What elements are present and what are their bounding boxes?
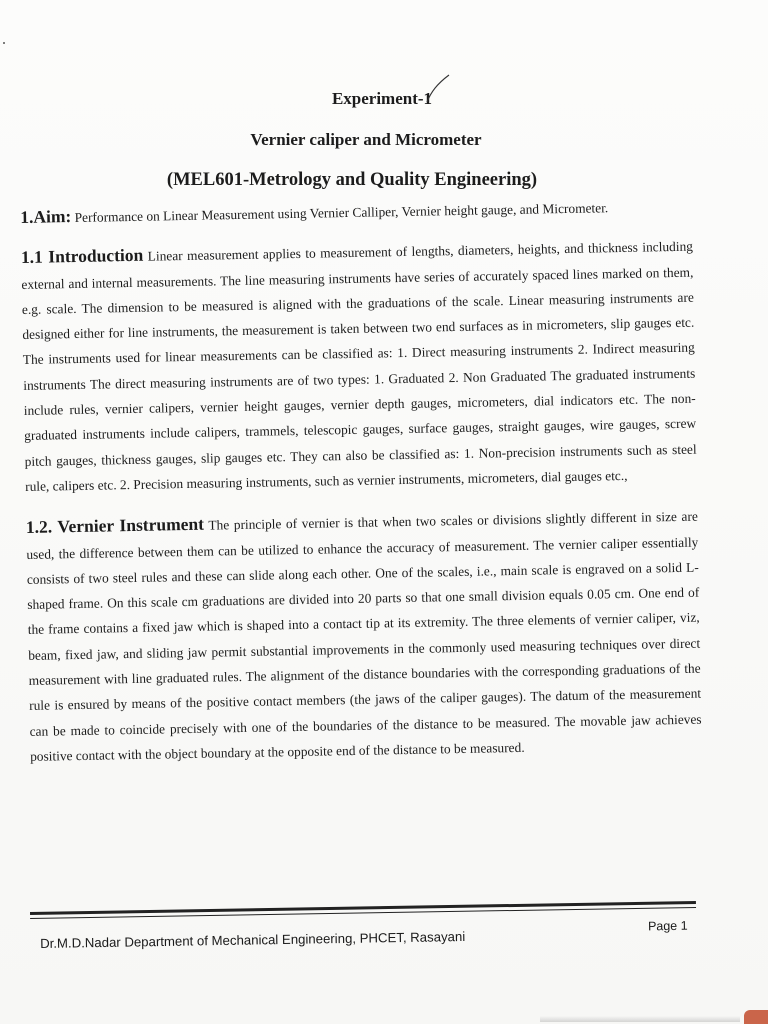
course-title: (MEL601-Metrology and Quality Engineering) [166, 170, 538, 190]
introduction-text: Linear measurement applies to measurement of lengths, diameters, heights, and thickness including external and internal measurements. The line measuring instruments have series of accurately spaced lines marked on them, e.g. scale. The dimension to be measured is aligned with the graduations of the scale. Linear measuring instruments are designed either for line instruments, the measurement is taken between two end surfaces as in micrometers, slip gauges etc. The instruments used for linear measurements can be classified as: 1. Direct measuring instruments 2. Indirect measuring instruments The direct measuring instruments are of two types: 1. Graduated 2. Non Graduated The graduated instruments include rules, vernier calipers, vernier height gauges, vernier depth gauges, micrometers, dial indicators etc. The non-graduated instruments include calipers, trammels, telescopic gauges, surface gauges, straight gauges, wire gauges, screw pitch gauges, thickness gauges, slip gauges etc. They can also be classified as: 1. Non-precision instruments such as steel rule, calipers etc. 2. Precision measuring instruments, such as vernier instruments, micrometers, dial gauges etc., [21, 238, 697, 494]
introduction-paragraph [21, 233, 698, 499]
footer-divider [30, 901, 696, 919]
vernier-heading: 1.2. Vernier Instrument [25, 513, 205, 538]
scan-speck [3, 42, 5, 44]
body-content [20, 193, 702, 769]
corner-mark [744, 1010, 768, 1024]
aim-heading: 1.Aim: [20, 206, 72, 227]
scan-edge [540, 1016, 740, 1022]
experiment-subtitle: Vernier caliper and Micrometer [250, 130, 482, 149]
footer-text: Dr.M.D.Nadar Department of Mechanical Engineering, PHCET, Rasayani [40, 928, 466, 951]
checkmark-icon [423, 72, 457, 106]
aim-paragraph [20, 193, 692, 232]
vernier-text: The principle of vernier is that when two scales or divisions slightly different in size are used, the difference between them can be utilized to enhance the accuracy of measurement. The vernier caliper essentially consists of two steel rules and these can slide along each other. One of the scales, i.e., main scale is engraved on a solid L-shaped frame. On this scale cm graduations are divided into 20 parts so that one small division equals 0.05 cm. One end of the frame contains a fixed jaw which is shaped into a contact tip at its extremity. The three elements of vernier caliper, viz, beam, fixed jaw, and sliding jaw permit substantial improvements in the commonly used measuring techniques over direct measurement with line graduated rules. The alignment of the distance boundaries with the corresponding graduations of the rule is ensured by means of the positive contact members (the jaws of the caliper gauges). The datum of the measurement can be made to coincide precisely with one of the boundaries of the distance to be measured. The movable jaw achieves positive contact with the object boundary at the opposite end of the distance to be measured. [26, 508, 702, 764]
aim-text: Performance on Linear Measurement using Vernier Calliper, Vernier height gauge, and Micrometer. [71, 200, 609, 226]
experiment-title: Experiment-1 [331, 89, 433, 108]
page-number: Page 1 [647, 918, 688, 934]
introduction-heading: 1.1 Introduction [20, 245, 144, 268]
vernier-paragraph [26, 503, 703, 769]
